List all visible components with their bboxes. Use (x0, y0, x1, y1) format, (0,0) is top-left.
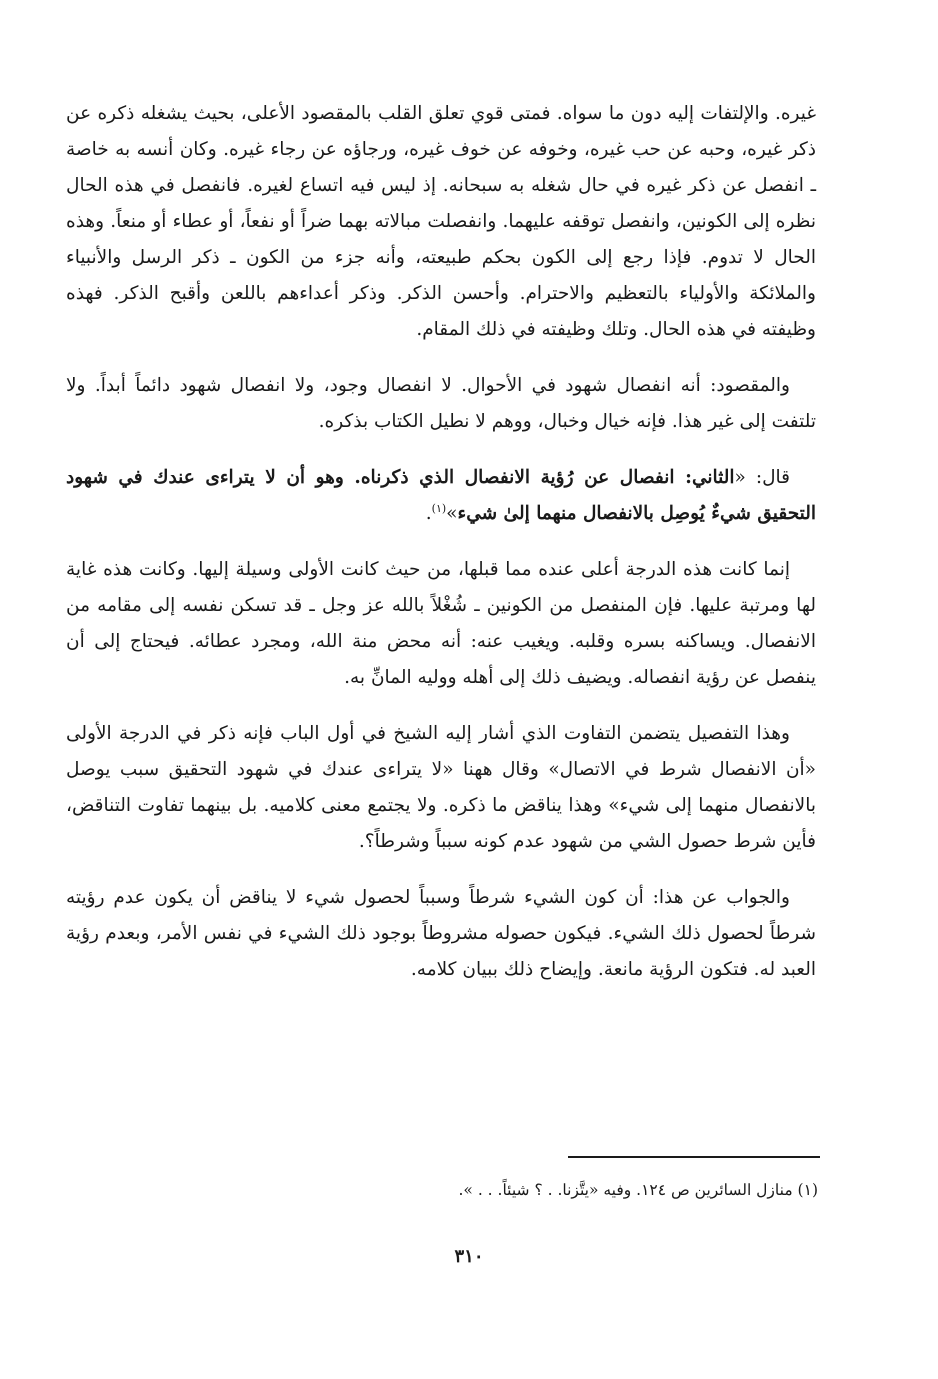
quote-tail: . (425, 503, 432, 524)
quoted-text-paragraph (66, 460, 816, 532)
footnote-divider (568, 1156, 820, 1158)
paragraph-2: والمقصود: أنه انفصال شهود في الأحوال. لا انفصال وجود، ولا انفصال شهود دائماً أبداً. ولا تلتفت إلى غير هذا. فإنه خيال وخبال، ووهم لا نطيل الكتاب بذكره. (66, 375, 816, 432)
paragraph-6: والجواب عن هذا: أن كون الشيء شرطاً وسبباً لحصول شيء لا يناقض أن يكون عدم رؤيته شرطاً لحصول ذلك الشيء. فيكون حصوله مشروطاً بوجود ذلك الشيء في نفس الأمر، وبعدم رؤية العبد له. فتكون الرؤية مانعة. وإيضاح ذلك ببيان كلامه. (66, 887, 816, 980)
paragraph-4: إنما كانت هذه الدرجة أعلى عنده مما قبلها، من حيث كانت الأولى وسيلة إليها. وكانت هذه غاية لها ومرتبة عليها. فإن المنفصل من الكونين ـ شُغْلاً بالله عز وجل ـ قد تسكن نفسه إلى مقامه من الانفصال. ويساكنه بسره وقلبه. ويغيب عنه: أنه محض منة الله، ومجرد عطائه. فيحتاج إلى أن ينفصل عن رؤية انفصاله. ويضيف ذلك إلى أهله ووليه المانِّ به. (66, 559, 816, 688)
page-number: ٣١٠ (454, 1246, 484, 1267)
page-body (66, 96, 816, 1008)
paragraph-5: وهذا التفصيل يتضمن التفاوت الذي أشار إليه الشيخ في أول الباب فإنه ذكر في الدرجة الأولى «أن الانفصال شرط في الاتصال» وقال ههنا «لا يتراءى عندك في شهود التحقيق سبب يوصل بالانفصال منهما إلى شيء» وهذا يناقض ما ذكره. ولا يجتمع معنى كلاميه. بل بينهما تفاوت التناقض، فأين شرط حصول الشي من شهود عدم كونه سبباً وشرطاً؟. (66, 723, 816, 852)
quote-intro: قال: « (734, 467, 790, 488)
paragraph-1: غيره. والإلتفات إليه دون ما سواه. فمتى قوي تعلق القلب بالمقصود الأعلى، بحيث يشغله ذكره عن ذكر غيره، وحبه عن حب غيره، وخوفه عن خوف غيره، ورجاؤه عن رجاء غيره. وكان أنسه به خاصة ـ انفصل عن ذكر غيره في حال شغله به سبحانه. إذ ليس فيه اتساع لغيره. فانفصل في هذه الحال نظره إلى الكونين، وانفصل توقفه عليهما. وانفصلت مبالاته بهما ضراً أو نفعاً، أو عطاء أو منعاً. وهذه الحال لا تدوم. فإذا رجع إلى الكون بحكم طبيعته، وأنه جزء من الكون ـ ذكر الرسل والأنبياء والملائكة والأولياء بالتعظيم والاحترام. وأحسن الذكر. وذكر أعداءهم باللعن وأقبح الذكر. فهذه وظيفته في هذه الحال. وتلك وظيفته في ذلك المقام. (66, 103, 816, 340)
quote-bold-text: الثاني: انفصال عن رُؤية الانفصال الذي ذكرناه. وهو أن لا يتراءى عندك في شهود التحقيق شيءٌ يُوصِل بالانفصال منهما إلىٰ شيء (66, 467, 816, 524)
footnote: (١) منازل السائرين ص ١٢٤. وفيه «يتَّزنا. . ؟ شيئاً. . . ». (458, 1181, 818, 1199)
footnote-marker: (١) (431, 501, 447, 515)
quote-close: » (446, 503, 458, 524)
